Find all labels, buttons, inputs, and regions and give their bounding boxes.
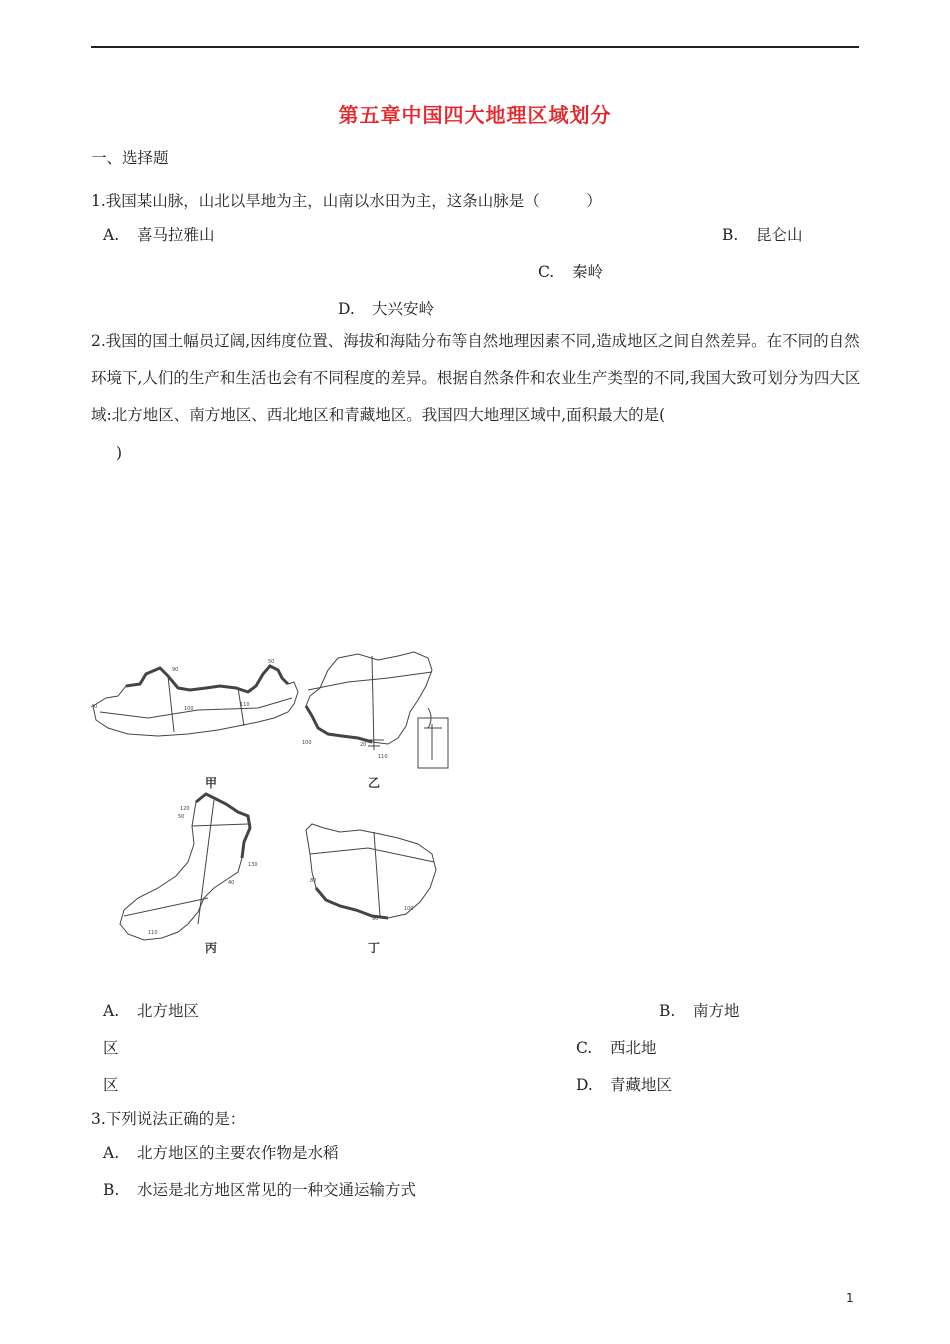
map-northwest-region bbox=[120, 794, 258, 940]
svg-text:80: 80 bbox=[310, 878, 317, 884]
svg-text:110: 110 bbox=[378, 754, 388, 760]
option-text: 喜马拉雅山 bbox=[137, 226, 215, 244]
map-south-region bbox=[302, 652, 448, 768]
q1-option-a[interactable] bbox=[103, 225, 215, 245]
option-text: 水运是北方地区常见的一种交通运输方式 bbox=[137, 1181, 417, 1199]
option-letter: B. bbox=[103, 1181, 120, 1199]
section-heading: 一、选择题 bbox=[91, 149, 169, 167]
q1-option-d[interactable] bbox=[338, 299, 434, 319]
svg-text:130: 130 bbox=[248, 862, 258, 868]
svg-text:40: 40 bbox=[91, 704, 98, 710]
q3-option-a[interactable] bbox=[103, 1143, 339, 1163]
q2-option-d[interactable] bbox=[576, 1075, 672, 1095]
q2-option-c[interactable] bbox=[576, 1038, 657, 1058]
q2-option-b[interactable] bbox=[659, 1001, 740, 1021]
svg-text:90: 90 bbox=[372, 916, 379, 922]
svg-text:100: 100 bbox=[302, 740, 312, 746]
option-letter: C. bbox=[576, 1039, 593, 1057]
svg-text:50: 50 bbox=[178, 814, 185, 820]
option-letter: D. bbox=[338, 300, 355, 318]
option-text: 西北地 bbox=[610, 1039, 657, 1057]
option-letter: D. bbox=[576, 1076, 593, 1094]
question-3-stem: 3.下列说法正确的是： bbox=[91, 1110, 246, 1128]
map-label-yi: 乙 bbox=[368, 776, 381, 790]
svg-text:20: 20 bbox=[360, 742, 367, 748]
option-letter: A. bbox=[103, 226, 120, 244]
svg-text:90: 90 bbox=[172, 667, 179, 673]
map-label-jia: 甲 bbox=[205, 776, 218, 790]
q2-option-a[interactable] bbox=[103, 1001, 199, 1021]
svg-text:100: 100 bbox=[404, 906, 414, 912]
page-number: 1 bbox=[846, 1291, 854, 1305]
q2-option-c-wrap: 区 bbox=[103, 1076, 119, 1094]
map-north-region bbox=[91, 659, 298, 736]
svg-text:40: 40 bbox=[228, 880, 235, 886]
map-tibet-region bbox=[306, 824, 436, 922]
option-text: 青藏地区 bbox=[610, 1076, 673, 1094]
map-label-ding: 丁 bbox=[368, 941, 381, 955]
question-2-stem: 2.我国的国土幅员辽阔,因纬度位置、海拔和海陆分布等自然地理因素不同,造成地区之间自然差异。在不同的自然环境下,人们的生产和生活也会有不同程度的差异。根据自然条件和农业生产类型的不同,我国大致可划分为四大区域:北方地区、南方地区、西北地区和青藏地区。我国四大地理区域中,面积最大的是( bbox=[91, 332, 861, 424]
option-letter: A. bbox=[103, 1002, 120, 1020]
page-title: 第五章中国四大地理区域划分 bbox=[338, 103, 612, 127]
map-label-bing: 丙 bbox=[205, 941, 218, 955]
q2-option-b-wrap: 区 bbox=[103, 1039, 119, 1057]
svg-text:50: 50 bbox=[268, 659, 275, 665]
question-2-stem-end: ) bbox=[116, 444, 123, 462]
q1-option-b[interactable] bbox=[722, 225, 803, 245]
option-letter: B. bbox=[722, 226, 739, 244]
q3-option-b[interactable] bbox=[103, 1180, 416, 1200]
option-text: 北方地区 bbox=[137, 1002, 200, 1020]
svg-text:120: 120 bbox=[180, 806, 190, 812]
option-text: 昆仑山 bbox=[756, 226, 803, 244]
option-text: 南方地 bbox=[693, 1002, 740, 1020]
svg-text:110: 110 bbox=[240, 702, 250, 708]
q1-option-c[interactable] bbox=[538, 262, 603, 282]
header-rule bbox=[91, 46, 859, 48]
svg-text:110: 110 bbox=[148, 930, 158, 936]
option-text: 大兴安岭 bbox=[372, 300, 435, 318]
svg-text:100: 100 bbox=[184, 706, 194, 712]
option-letter: A. bbox=[103, 1144, 120, 1162]
option-text: 北方地区的主要农作物是水稻 bbox=[137, 1144, 339, 1162]
option-letter: C. bbox=[538, 263, 555, 281]
option-letter: B. bbox=[659, 1002, 676, 1020]
option-text: 秦岭 bbox=[572, 263, 604, 281]
question-1-stem: 1.我国某山脉，山北以旱地为主，山南以水田为主，这条山脉是（ ） bbox=[91, 192, 602, 210]
region-maps-figure bbox=[88, 648, 458, 960]
